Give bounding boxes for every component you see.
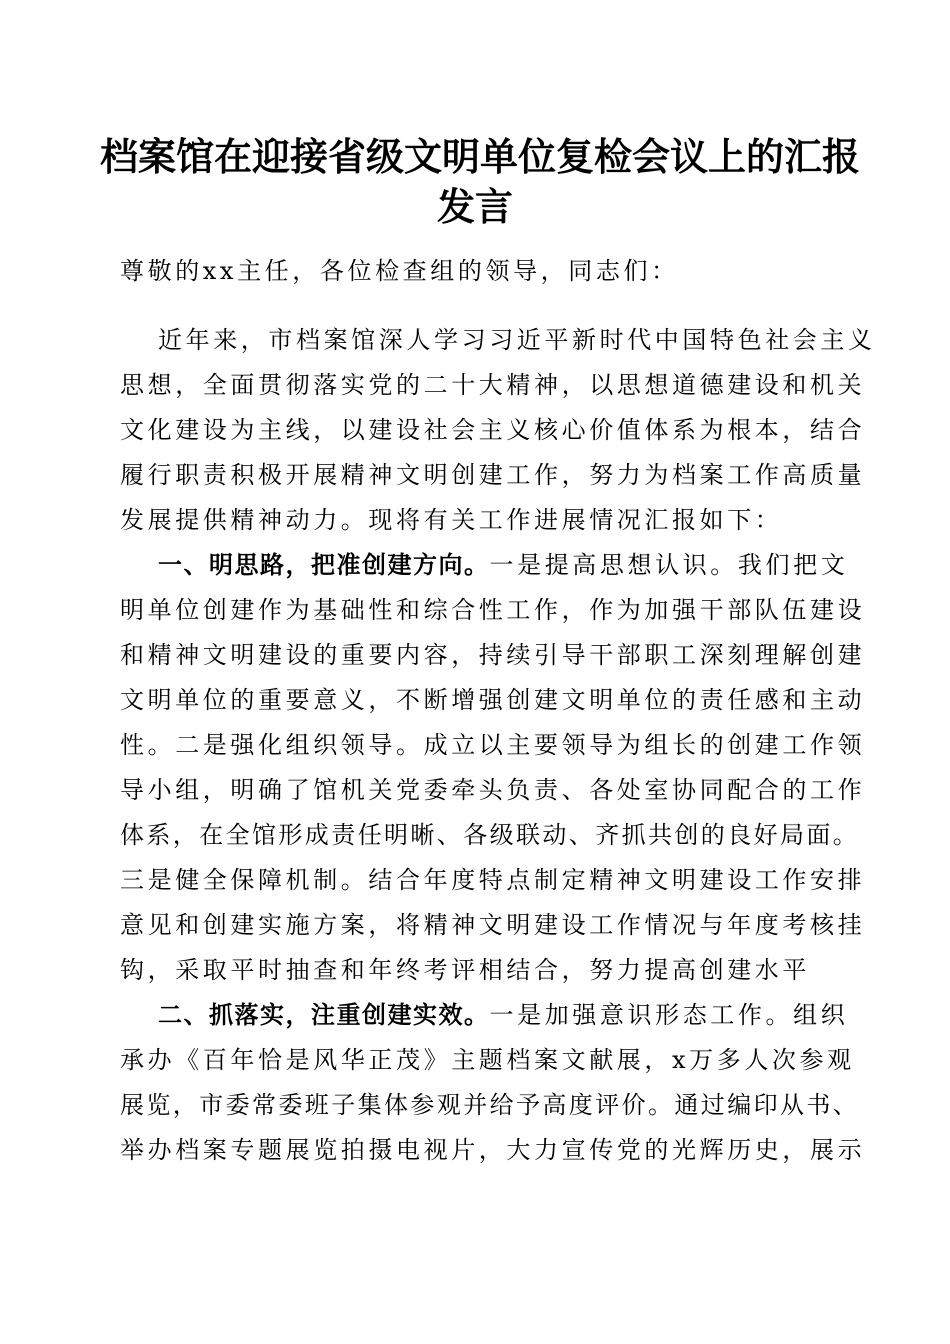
section1-line: 体系，在全馆形成责任明晰、各级联动、齐抓共创的良好局面。 [120,821,860,849]
section1-heading: 一、明思路，把准创建方向。 [158,550,490,579]
section1-line: 三是健全保障机制。结合年度特点制定精神文明建设工作安排 [120,866,866,894]
section1-line: 和精神文明建设的重要内容，持续引导干部职工深刻理解创建 [120,641,866,669]
section2-first-line-text: 一是加强意识形态工作。组织 [489,1001,849,1029]
section1-first-line [158,550,849,580]
intro-line: 发展提供精神动力。现将有关工作进展情况汇报如下： [120,506,783,534]
salutation: 尊敬的xx主任，各位检查组的领导，同志们： [120,257,679,285]
section1-line: 性。二是强化组织领导。成立以主要领导为组长的创建工作领 [120,731,866,759]
document-title-line-1: 档案馆在迎接省级文明单位复检会议上的汇报 [100,134,861,179]
section2-line: 举办档案专题展览拍摄电视片，大力宣传党的光辉历史，展示 [120,1136,866,1164]
section2-line: 承办《百年恰是风华正茂》主题档案文献展，x万多人次参观 [120,1046,855,1074]
section1-line: 意见和创建实施方案，将精神文明建设工作情况与年度考核挂 [120,911,866,939]
document-title-line-2: 发言 [436,184,513,229]
intro-line: 履行职责积极开展精神文明创建工作，努力为档案工作高质量 [120,461,866,489]
section2-line: 展览，市委常委班子集体参观并给予高度评价。通过编印从书、 [120,1091,860,1119]
section1-first-line-text: 一是提高思想认识。我们把文 [489,551,849,579]
section2-first-line [158,1000,849,1030]
section1-line: 文明单位的重要意义，不断增强创建文明单位的责任感和主动 [120,686,866,714]
intro-line: 近年来，市档案馆深人学习习近平新时代中国特色社会主义 [158,326,876,354]
intro-line: 思想，全面贯彻落实党的二十大精神，以思想道德建设和机关 [120,371,866,399]
intro-line: 文化建设为主线，以建设社会主义核心价值体系为根本，结合 [120,416,866,444]
section1-line: 明单位创建作为基础性和综合性工作，作为加强干部队伍建设 [120,596,866,624]
section2-heading: 二、抓落实，注重创建实效。 [158,1000,490,1029]
section1-line: 钩，采取平时抽查和年终考评相结合，努力提高创建水平 [120,956,810,984]
section1-line: 导小组，明确了馆机关党委牵头负责、各处室协同配合的工作 [120,776,866,804]
